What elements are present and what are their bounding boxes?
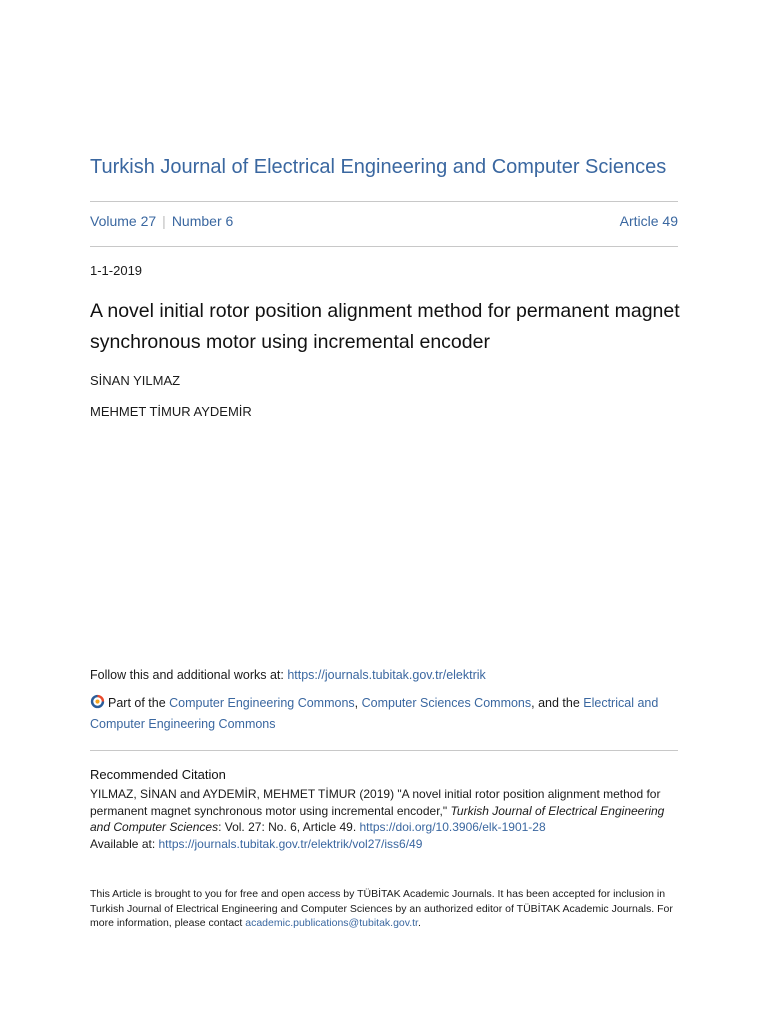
- recommended-citation-heading: Recommended Citation: [90, 767, 226, 782]
- publication-date: 1-1-2019: [90, 263, 143, 278]
- citation-text: [90, 786, 680, 852]
- article-title: A novel initial rotor position alignment method for permanent magnet synchronous motor using incremental encoder: [90, 300, 680, 353]
- divider-top: [90, 201, 678, 202]
- access-notice-end: .: [417, 917, 421, 929]
- article-link[interactable]: Article 49: [619, 213, 678, 229]
- author-1[interactable]: SİNAN YILMAZ: [90, 373, 181, 388]
- follow-prefix: Follow this and additional works at:: [90, 668, 288, 682]
- open-access-icon: [90, 694, 105, 709]
- part-of-commons: [90, 693, 680, 735]
- electrical-computer-engineering-commons-link[interactable]: Electrical and Computer Engineering Commons: [90, 696, 659, 731]
- citation-body: YILMAZ, SİNAN and AYDEMİR, MEHMET TİMUR (2019) "A novel initial rotor position alignment method for permanent magnet synchronous motor using incremental encoder,": [90, 787, 661, 818]
- author-2[interactable]: MEHMET TİMUR AYDEMİR: [90, 404, 252, 419]
- citation-journal: Turkish Journal of Electrical Engineering and Computer Sciences: [90, 803, 665, 834]
- number-link[interactable]: Number 6: [171, 213, 234, 229]
- access-notice-text: This Article is brought to you for free and open access by TÜBİTAK Academic Journals. It has been accepted for inclusion in Turkish Journal of Electrical Engineering and Computer Sciences by an authorized editor of TÜBİTAK Academic Journals. For more information, please contact: [90, 888, 673, 929]
- divider-citation: [90, 750, 678, 751]
- divider-bottom: [90, 246, 678, 247]
- issue-info-row: [90, 213, 678, 233]
- computer-engineering-commons-link[interactable]: Computer Engineering Commons: [169, 696, 355, 710]
- follow-line: [90, 668, 486, 682]
- computer-sciences-commons-link[interactable]: Computer Sciences Commons: [361, 696, 532, 710]
- part-of-sep-2: , and the: [531, 696, 584, 710]
- volume-link[interactable]: Volume 27: [90, 213, 157, 229]
- part-of-prefix: Part of the: [108, 696, 170, 710]
- available-url-link[interactable]: https://journals.tubitak.gov.tr/elektrik/vol27/iss6/49: [158, 836, 423, 851]
- contact-email-link[interactable]: academic.publications@tubitak.gov.tr: [245, 917, 418, 929]
- citation-details: : Vol. 27: No. 6, Article 49.: [218, 820, 360, 834]
- doi-link[interactable]: https://doi.org/10.3906/elk-1901-28: [359, 820, 546, 834]
- available-prefix: Available at:: [90, 836, 159, 851]
- access-notice: [90, 887, 680, 931]
- journal-title[interactable]: Turkish Journal of Electrical Engineering and Computer Sciences: [90, 156, 667, 178]
- issue-separator: |: [162, 213, 166, 229]
- follow-url-link[interactable]: https://journals.tubitak.gov.tr/elektrik: [287, 668, 486, 682]
- part-of-sep-1: ,: [354, 696, 362, 710]
